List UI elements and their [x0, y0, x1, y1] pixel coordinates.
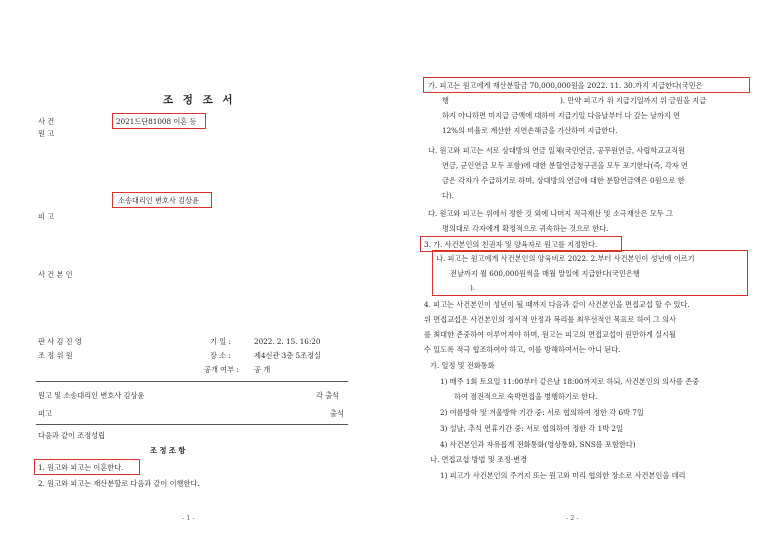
- divider-line: [36, 381, 348, 382]
- term-4a-heading: 가. 일정 및 전화통화: [430, 361, 495, 370]
- agreement-statement: 다음과 같이 조정성립: [38, 431, 106, 440]
- term-4a1-line-2: 하여 점진적으로 숙박면접을 병행하기로 한다.: [454, 392, 598, 401]
- page-number: - 1 -: [182, 514, 195, 522]
- term-2c-line-1: 다. 원고와 피고는 위에서 정한 것 외에 나머지 적극재산 및 소극재산은 모두 그: [428, 209, 673, 218]
- attendance-plaintiff-status: 각 출석: [316, 391, 340, 400]
- divider-line-2: [36, 424, 348, 425]
- case-number-highlight: [112, 113, 206, 129]
- term-3-line-1: 3. 가. 사건본인의 친권자 및 양육자로 원고를 지정한다.: [424, 240, 598, 249]
- term-4b-heading: 나. 면접교섭 방법 및 조정·변경: [430, 455, 528, 464]
- defendant-label: 피 고: [38, 212, 55, 221]
- term-2a-highlight: [423, 77, 750, 93]
- place-label: 장 소 :: [210, 351, 231, 360]
- attendance-defendant-status: 출석: [330, 409, 344, 418]
- term-4a4: 4) 사건본인과 자유롭게 전화통화(영상통화, SNS를 포함한다): [440, 440, 636, 449]
- attendance-plaintiff: 원고 및 소송대리인 변호사 김상윤: [38, 391, 145, 400]
- term-4b1-line-1: 1) 피고가 사건본인의 주거지 또는 원고와 미리 협의한 장소로 사건본인을 데리: [440, 471, 686, 480]
- term-2a-line-3: 하지 아니하면 미지급 금액에 대하여 지급기일 다음날부터 다 갚는 날까지 연: [442, 111, 681, 120]
- document-page-2: [384, 0, 768, 543]
- term-4-line-4: 수 있도록 적극 협조하여야 하고, 이를 방해하여서는 아니 된다.: [424, 345, 621, 354]
- date-label: 기 일 :: [210, 337, 231, 346]
- term-4-line-3: 를 최대한 존중하여 이루어져야 하며, 원고는 피고의 면접교섭이 원만하게 실시될: [424, 330, 676, 339]
- term-4a3: 3) 설날, 추석 연휴기간 중: 서로 협의하여 정한 각 1박 2일: [440, 424, 623, 433]
- term-2a-line-2-left: 행: [442, 96, 449, 105]
- term-2c-line-2: 명의대로 각자에게 확정적으로 귀속하는 것으로 한다.: [442, 224, 609, 233]
- date-value: 2022. 2. 15. 16:20: [254, 337, 321, 346]
- term-2b-line-1: 나. 원고와 피고는 서로 상대방의 연금 일체(국민연금, 공무원연금, 사립학교교직원: [428, 146, 686, 155]
- document-title: 조 정 조 서: [163, 94, 236, 106]
- term-2b-line-2: 연금, 군인연금 모두 포함)에 대한 분할연금청구권을 모두 포기한다(즉, 각자 연: [442, 161, 688, 170]
- term-4-line-1: 4. 피고는 사건본인이 성년이 될 때까지 다음과 같이 사건본인을 면접교섭 할 수 있다.: [424, 300, 690, 309]
- public-value: 공 개: [254, 365, 271, 374]
- mediator-label: 조 정 위 원: [38, 351, 73, 360]
- attendance-defendant: 피고: [38, 409, 52, 418]
- term-4a2: 2) 여름방학 및 겨울방학 기간 중: 서로 협의하여 정한 각 6박 7일: [440, 408, 644, 417]
- term-2a-line-1: 가. 피고는 원고에게 재산분할금 70,000,000원을 2022. 11. 30.까지 지급한다(국민은: [428, 81, 703, 90]
- judge-label: 판 사 김 진 영: [38, 337, 82, 346]
- case-number: 2021드단81008 이혼 등: [116, 117, 197, 126]
- term-3-line-4: ).: [470, 283, 476, 292]
- term-3-line-2: 나. 피고는 원고에게 사건본인의 양육비로 2022. 2.부터 사건본인이 성년에 이르기: [436, 254, 695, 263]
- term-2a-line-2-right: ). 만약 피고가 위 지급기일까지 위 금원을 지급: [560, 96, 707, 105]
- term-item-1: 1. 원고와 피고는 이혼한다.: [38, 463, 124, 472]
- term-item-2: 2. 원고와 피고는 재산분할로 다음과 같이 이행한다.: [38, 479, 200, 488]
- term-3-line-3: 전날까지 월 600,000원씩을 매월 말일에 지급한다(국민은행: [450, 269, 640, 278]
- page-number: - 2 -: [566, 514, 579, 522]
- plaintiff-label: 원 고: [38, 129, 55, 138]
- public-label: 공개 여부 :: [204, 365, 239, 374]
- term-2b-line-3: 금은 각자가 수급하기로 하며, 상대방의 연금에 대한 분할연금액은 0원으로 한: [442, 176, 685, 185]
- term-2b-line-4: 다).: [442, 191, 455, 200]
- terms-title: 조 정 조 항: [150, 446, 186, 455]
- term-3b-highlight: [432, 250, 748, 296]
- term-item-1-highlight: [34, 459, 140, 475]
- attorney-highlight: [112, 192, 212, 208]
- term-4a1-line-1: 1) 매주 1회 토요일 11:00부터 같은날 18:00까지로 하되, 사건본인의 의사를 존중: [440, 377, 700, 386]
- term-2a-line-4: 12%의 비율로 계산한 지연손해금을 가산하여 지급한다.: [442, 126, 618, 135]
- case-label: 사 건: [38, 117, 55, 126]
- child-label: 사 건 본 인: [38, 270, 73, 279]
- place-value: 제4신관 3층 5조정실: [254, 351, 321, 360]
- attorney-name: 소송대리인 변호사 김상윤: [118, 196, 199, 205]
- term-4-line-2: 위 면접교섭은 사건본인의 정서적 안정과 복리를 최우선적인 목표로 하여 그 의사: [424, 315, 676, 324]
